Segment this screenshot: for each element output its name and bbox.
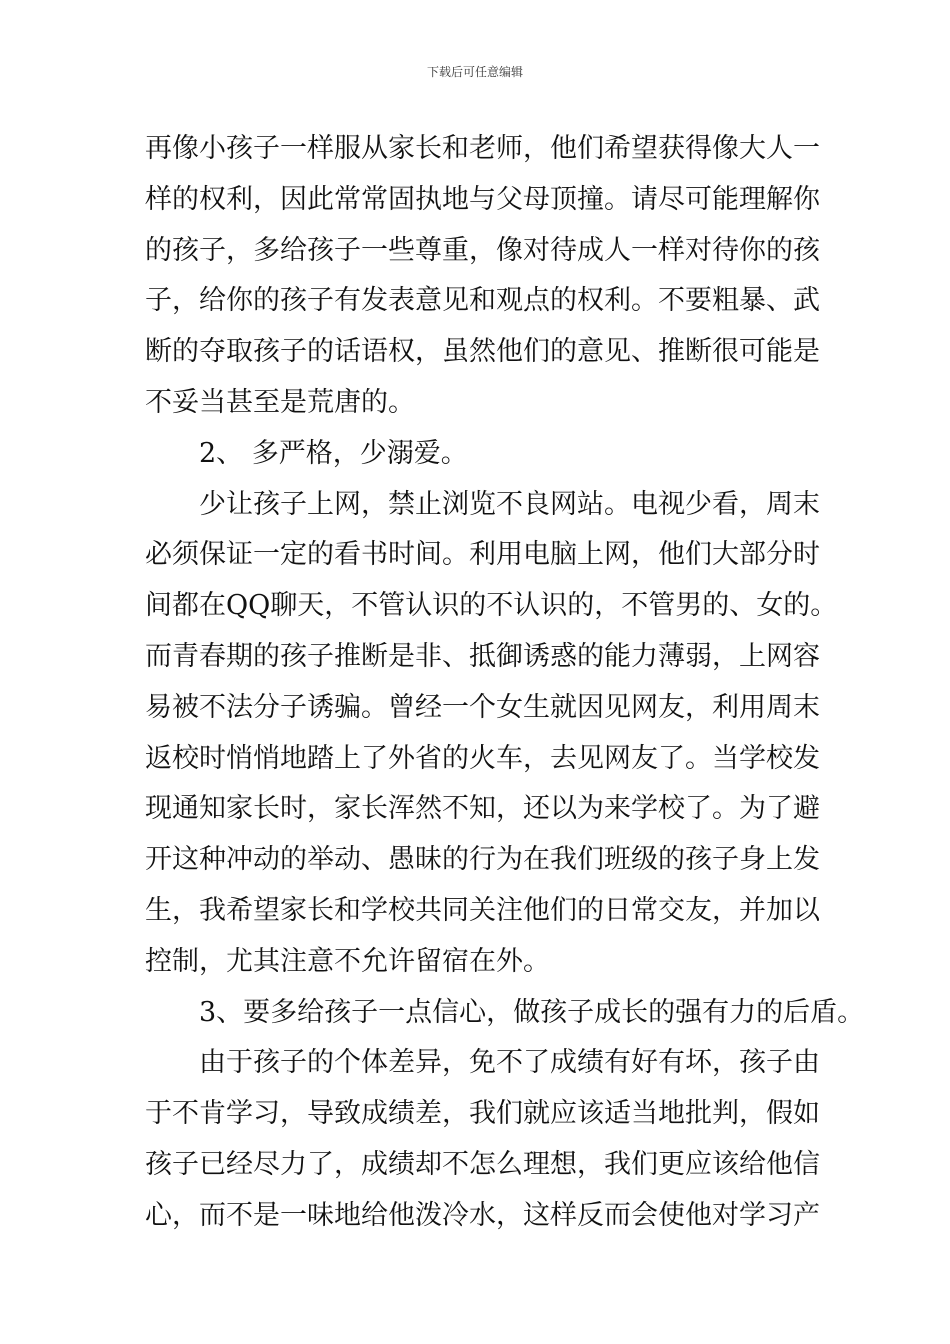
text-line: 由于孩子的个体差异，免不了成绩有好有坏，孩子由	[199, 1047, 820, 1079]
text-line: 开这种冲动的举动、愚昧的行为在我们班级的孩子身上发	[145, 844, 820, 876]
text-line: 必须保证一定的看书时间。利用电脑上网，他们大部分时	[145, 539, 820, 571]
text-line: 而青春期的孩子推断是非、抵御诱惑的能力薄弱，上网容	[145, 640, 820, 672]
text-line: 样的权利，因此常常固执地与父母顶撞。请尽可能理解你	[145, 183, 820, 215]
text-line: 心，而不是一味地给他泼冷水，这样反而会使他对学习产	[145, 1199, 820, 1231]
text-line: 返校时悄悄地踏上了外省的火车，去见网友了。当学校发	[145, 742, 820, 774]
text-line: 间都在QQ聊天，不管认识的不认识的，不管男的、女的。	[145, 590, 838, 622]
text-line: 断的夺取孩子的话语权，虽然他们的意见、推断很可能是	[145, 336, 820, 368]
text-line: 现通知家长时，家长浑然不知，还以为来学校了。为了避	[145, 793, 820, 825]
text-line: 孩子已经尽力了，成绩却不怎么理想，我们更应该给他信	[145, 1148, 820, 1180]
text-line: 子，给你的孩子有发表意见和观点的权利。不要粗暴、武	[145, 285, 820, 317]
text-line: 不妥当甚至是荒唐的。	[145, 386, 415, 418]
text-line: 于不肯学习，导致成绩差，我们就应该适当地批判，假如	[145, 1098, 820, 1130]
page-header-note: 下载后可任意编辑	[426, 65, 523, 79]
text-line: 2、 多严格，少溺爱。	[199, 437, 468, 469]
text-line: 易被不法分子诱骗。曾经一个女生就因见网友，利用周末	[145, 691, 820, 723]
text-line: 再像小孩子一样服从家长和老师，他们希望获得像大人一	[145, 133, 820, 164]
text-line: 的孩子，多给孩子一些尊重，像对待成人一样对待你的孩	[145, 234, 820, 266]
text-line: 控制，尤其注意不允许留宿在外。	[145, 945, 550, 977]
document-body	[145, 124, 865, 1242]
text-line: 少让孩子上网，禁止浏览不良网站。电视少看，周末	[199, 488, 820, 520]
text-line: 3、要多给孩子一点信心，做孩子成长的强有力的后盾。	[199, 996, 865, 1028]
text-line: 生，我希望家长和学校共同关注他们的日常交友，并加以	[145, 894, 820, 926]
